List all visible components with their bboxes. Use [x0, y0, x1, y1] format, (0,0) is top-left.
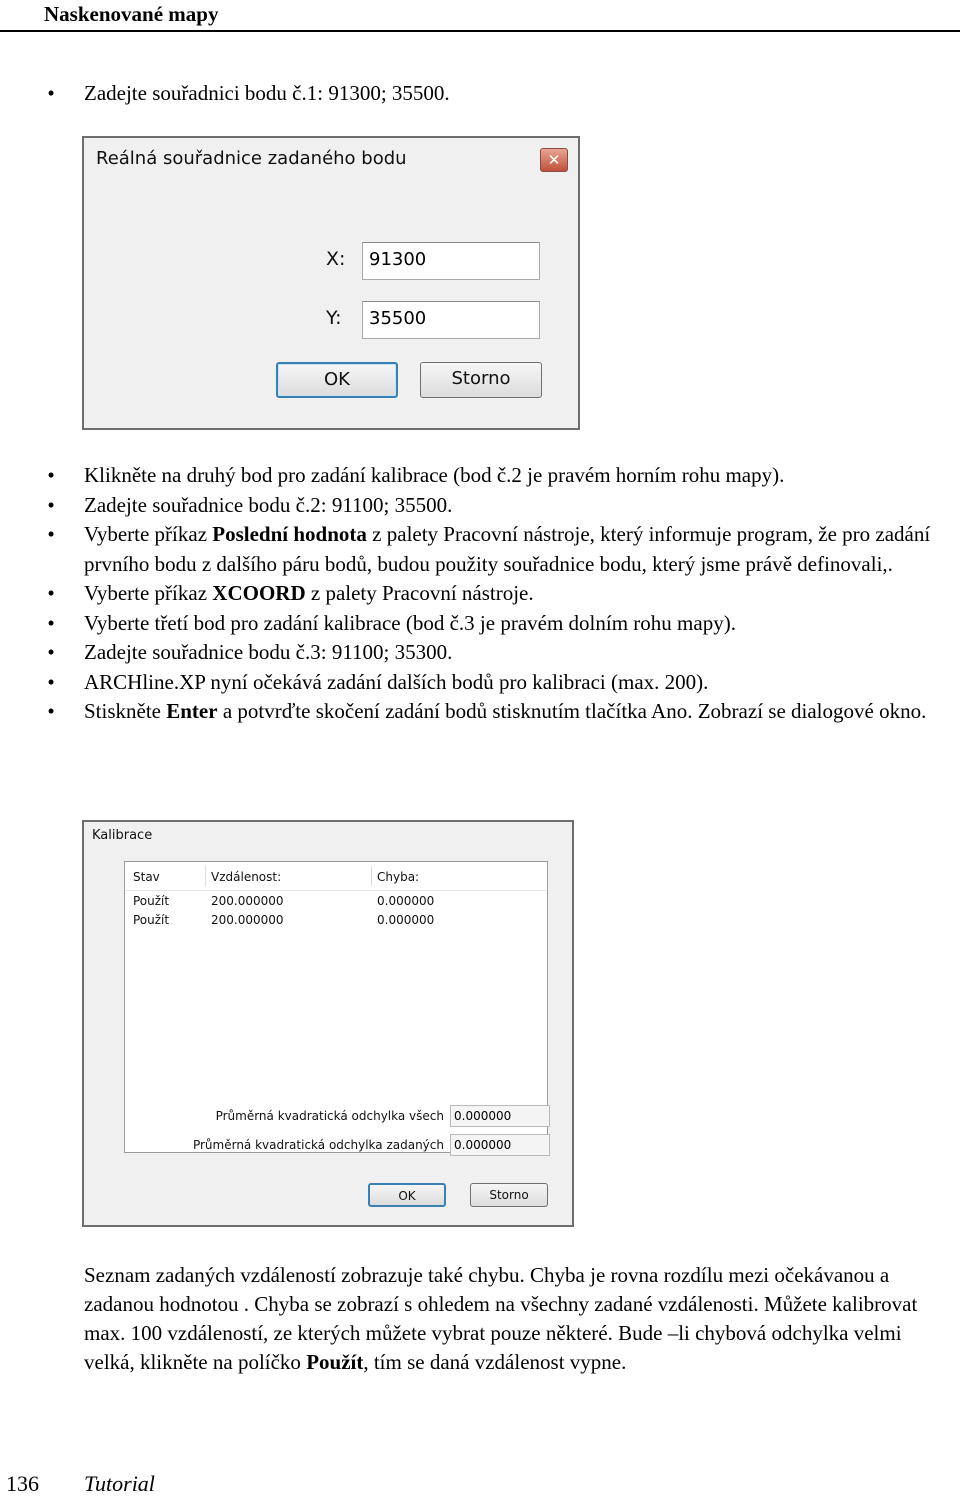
x-label: X: — [326, 248, 346, 270]
rms-all-label: Průměrná kvadratická odchylka všech — [215, 1109, 444, 1123]
emphasis-text: Použít — [306, 1350, 364, 1374]
row-distance: 200.000000 — [211, 913, 284, 927]
list-item — [0, 668, 960, 698]
command-name: XCOORD — [212, 581, 306, 605]
bullet-icon: • — [47, 699, 55, 723]
table-row[interactable] — [125, 894, 547, 914]
dialog-title: Kalibrace — [92, 828, 153, 843]
bullet-icon: • — [47, 463, 55, 487]
column-separator[interactable] — [371, 866, 372, 886]
bullet-icon: • — [47, 492, 55, 517]
list-item — [0, 697, 960, 727]
bullet-icon: • — [47, 522, 55, 546]
bullet-list-middle — [0, 461, 960, 727]
coordinate-dialog — [82, 136, 580, 430]
list-item — [0, 520, 960, 579]
list-item-text: ARCHline.XP nyní očekává zadání dalších bodů pro kalibraci (max. 200). — [84, 669, 709, 694]
row-status[interactable]: Použít — [133, 913, 170, 927]
close-button[interactable] — [540, 148, 568, 172]
row-error: 0.000000 — [377, 894, 435, 908]
explanation-paragraph — [84, 1261, 954, 1377]
header-title: Naskenované mapy — [44, 2, 219, 26]
column-header-error[interactable]: Chyba: — [377, 870, 420, 884]
list-item-text: Vyberte třetí bod pro zadání kalibrace (bod č.3 je pravém dolním rohu mapy). — [84, 610, 736, 635]
list-item — [0, 579, 960, 609]
dialog-title: Reálná souřadnice zadaného bodu — [96, 148, 407, 169]
command-name: Enter — [166, 699, 218, 723]
list-item — [0, 491, 960, 521]
list-item — [0, 79, 960, 109]
y-label: Y: — [326, 307, 342, 329]
rms-all-value: 0.000000 — [450, 1105, 550, 1127]
column-separator[interactable] — [205, 866, 206, 886]
row-distance: 200.000000 — [211, 894, 284, 908]
row-error: 0.000000 — [377, 913, 435, 927]
list-item-text: Vyberte příkaz — [84, 581, 213, 605]
x-input[interactable]: 91300 — [362, 242, 540, 280]
list-item-text: a potvrďte skočení zadání bodů stisknutím tlačítka Ano. Zobrazí se dialogové okno. — [217, 699, 927, 723]
table-row[interactable] — [125, 913, 547, 933]
rms-entered-label: Průměrná kvadratická odchylka zadaných — [192, 1138, 444, 1152]
page-number: 136 — [6, 1471, 39, 1496]
cancel-button[interactable]: Storno — [470, 1183, 548, 1207]
paragraph-text: , tím se daná vzdálenost vypne. — [363, 1350, 627, 1374]
ok-button[interactable]: OK — [368, 1183, 446, 1207]
row-status[interactable]: Použít — [133, 894, 170, 908]
bullet-icon: • — [47, 610, 55, 635]
paragraph-text: Seznam zadaných vzdáleností zobrazuje také chybu. Chyba je rovna rozdílu mezi očekávanou a zadanou hodnotou . Chyba se zobrazí s ohledem na všechny zadané vzdálenosti. Můžete kalibrovat max. 100 vzdáleností, ze kterých můžete vybrat pouze některé. Bude –li chybová odchylka velmi velká, klikněte na políčko — [84, 1263, 918, 1374]
list-item-text: z palety Pracovní nástroje. — [305, 581, 534, 605]
close-icon: ✕ — [547, 151, 561, 169]
list-item-text: z palety Pracovní nástroje, který informuje program, že pro zadání prvního bodu z dalšího páru bodů, budou použity souřadnice bodu, který jsme právě definovali,. — [84, 522, 931, 576]
bullet-icon: • — [47, 581, 55, 605]
list-item — [0, 461, 960, 491]
list-item-text: Stiskněte — [84, 699, 167, 723]
list-item-text: Zadejte souřadnici bodu č.1: 91300; 35500. — [84, 81, 450, 105]
list-item — [0, 638, 960, 668]
list-item-text: Klikněte na druhý bod pro zadání kalibrace (bod č.2 je pravém horním rohu mapy). — [84, 463, 785, 487]
list-item — [0, 609, 960, 639]
bullet-icon: • — [47, 669, 55, 694]
command-name: Poslední hodnota — [212, 522, 367, 546]
list-header — [125, 862, 547, 891]
column-header-status[interactable]: Stav — [133, 870, 160, 884]
y-input[interactable]: 35500 — [362, 301, 540, 339]
header-rule — [0, 30, 960, 32]
bullet-icon: • — [47, 81, 55, 105]
column-header-distance[interactable]: Vzdálenost: — [211, 870, 282, 884]
ok-button[interactable]: OK — [276, 362, 398, 398]
calibration-dialog — [82, 820, 574, 1227]
list-item-text: Zadejte souřadnice bodu č.2: 91100; 35500. — [84, 492, 453, 517]
footer-section: Tutorial — [84, 1471, 155, 1496]
rms-entered-value: 0.000000 — [450, 1134, 550, 1156]
cancel-button[interactable]: Storno — [420, 362, 542, 398]
bullet-list-top — [0, 79, 960, 109]
bullet-icon: • — [47, 640, 55, 664]
list-item-text: Vyberte příkaz — [84, 522, 213, 546]
list-item-text: Zadejte souřadnice bodu č.3: 91100; 35300. — [84, 640, 453, 664]
